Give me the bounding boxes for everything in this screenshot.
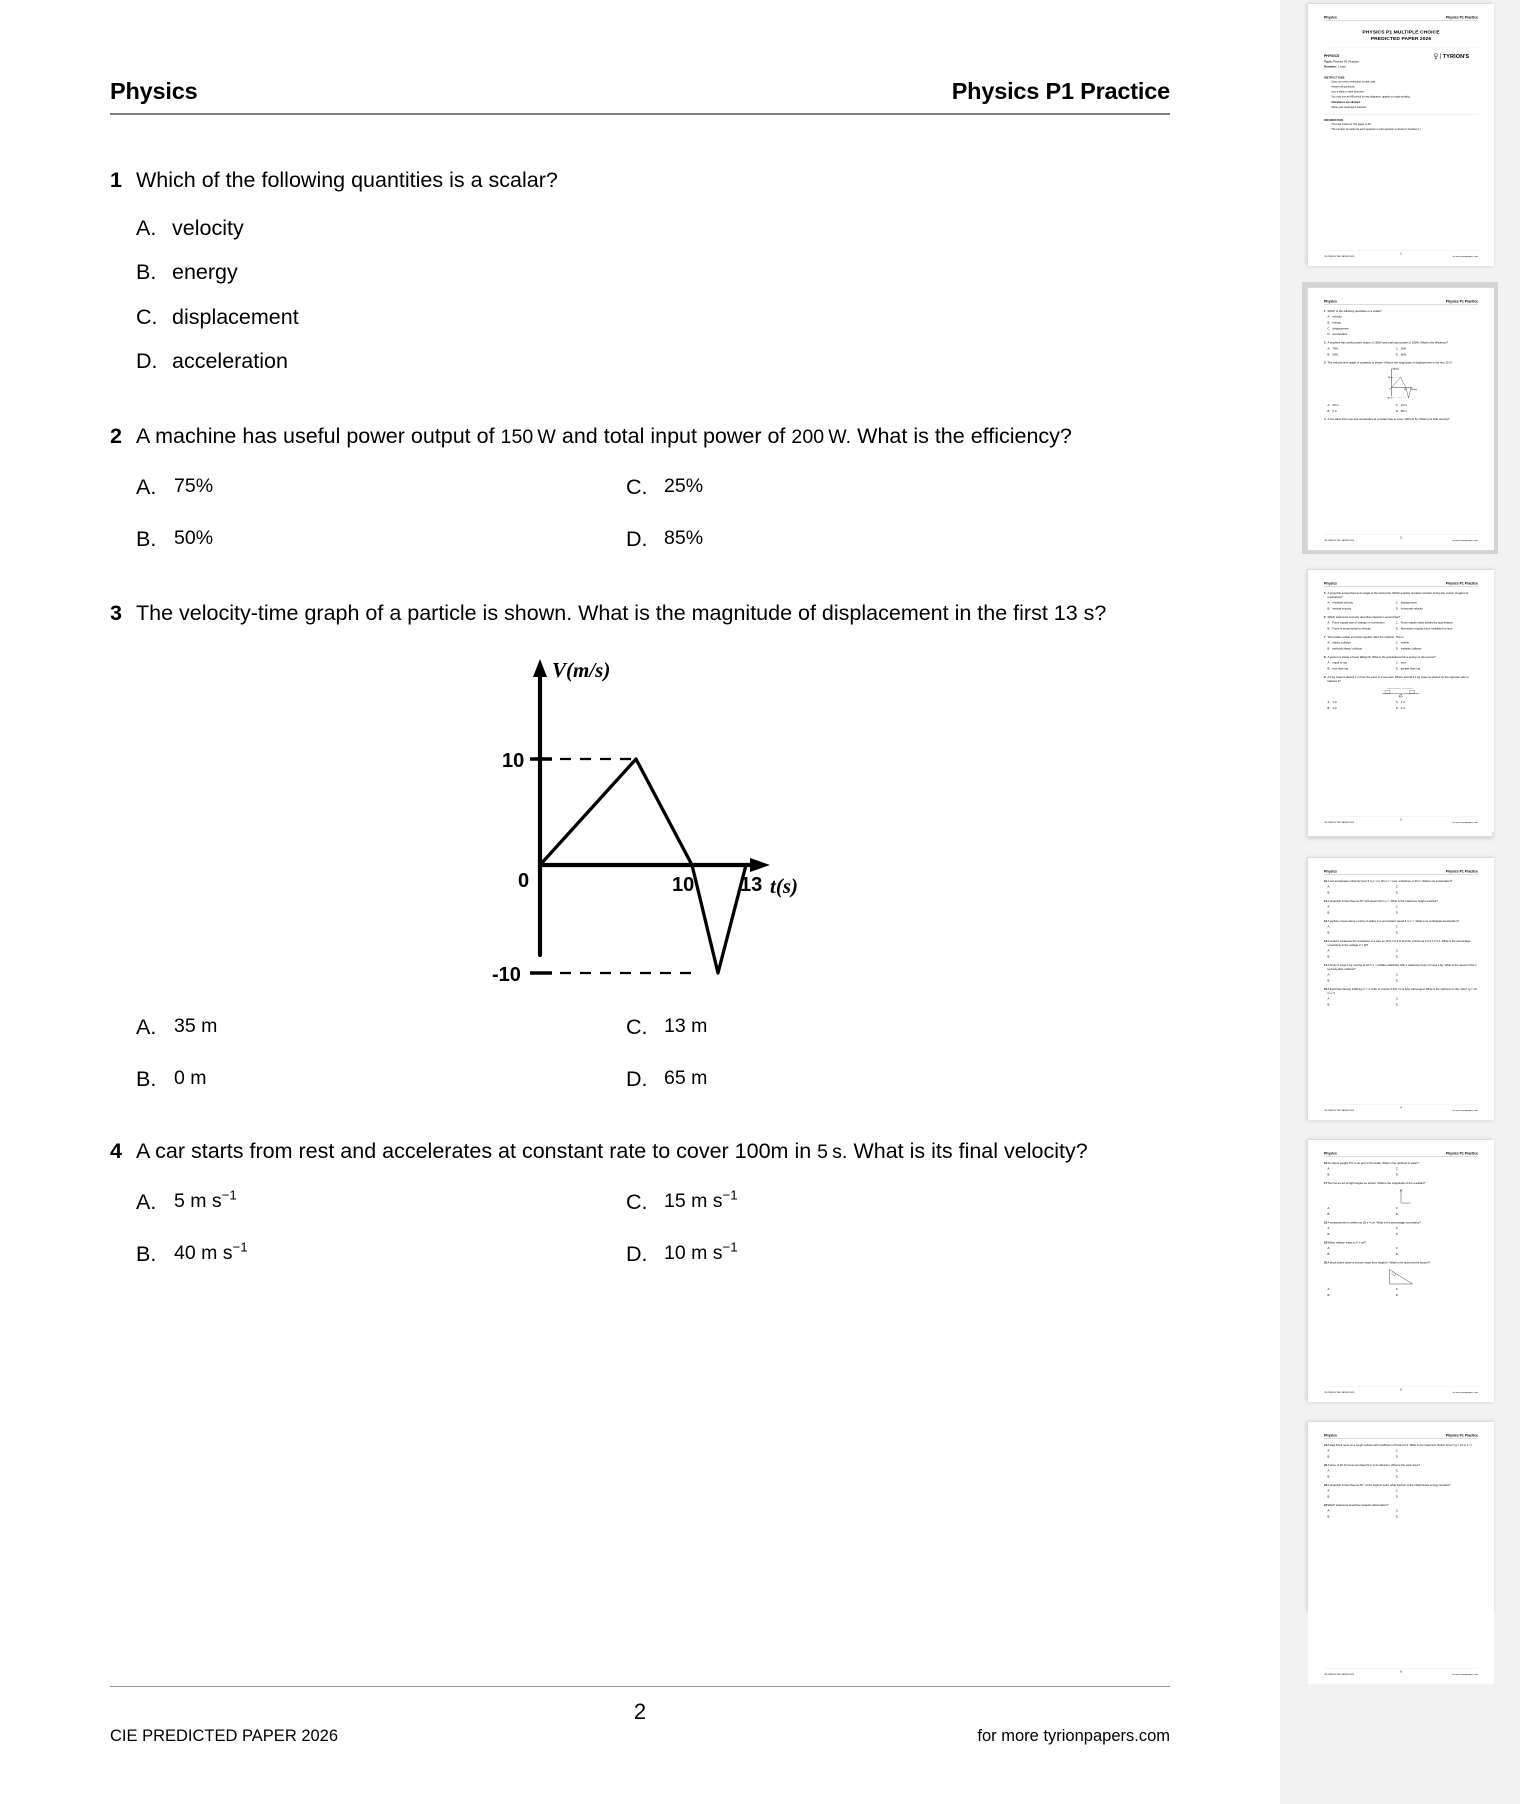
option-row[interactable] [136, 1015, 626, 1040]
option-value: energy [172, 260, 238, 285]
option-letter: D. [626, 1066, 648, 1091]
question-3 [110, 598, 1170, 1092]
option-letter: C. [136, 304, 158, 329]
option-exponent: −1 [221, 1187, 237, 1203]
thumbnail-page-2[interactable] [1307, 287, 1493, 549]
question-4-options [136, 1187, 1170, 1267]
q2-text-pre: A machine has useful power output of [136, 423, 501, 448]
cover-instruction-item: · Show your workings if relevant. [1329, 105, 1367, 109]
cover-instruction-item: · Use a black or dark blue pen. [1329, 90, 1365, 94]
question-1-options [136, 215, 1170, 374]
svg-text:-10: -10 [1386, 397, 1390, 400]
thumb-q3-number: 3 [1323, 361, 1326, 365]
option-row[interactable] [626, 475, 1116, 500]
question-4-text [136, 1136, 1170, 1167]
option-row[interactable] [136, 1239, 626, 1267]
brand-name: TYRION'S [1442, 53, 1470, 60]
footer-left-text: CIE PREDICTED PAPER 2026 [110, 1727, 339, 1745]
question-4 [110, 1136, 1170, 1268]
inclined-plane-diagram [1385, 1267, 1417, 1286]
velocity-time-graph-figure [110, 655, 1170, 1005]
cover-instruction-item: · Answer all questions. [1329, 85, 1356, 89]
svg-text:10: 10 [1404, 389, 1407, 392]
question-4-number: 4 [110, 1138, 122, 1163]
thumb-option: D. acceleration [1327, 332, 1348, 336]
thumb-q1-number: 1 [1323, 309, 1326, 313]
option-value: 35 m [174, 1014, 218, 1037]
cover-subject: PHYSICS [1323, 54, 1340, 58]
svg-text:13: 13 [1410, 389, 1413, 392]
thumb2-footer-page: 2 [1400, 535, 1402, 540]
seesaw-diagram [1379, 685, 1423, 698]
option-row[interactable] [136, 1187, 626, 1215]
cover-instruction-item: · Carry out every instruction in each task. [1329, 80, 1377, 84]
q2-value-1: 150 W [500, 425, 556, 448]
question-1-text: Which of the following quantities is a scalar? [136, 168, 558, 192]
x-axis-label: t(s) [770, 873, 798, 898]
thumb2-footer-left: CIE PREDICTED PAPER 2026 [1323, 539, 1355, 542]
thumb5-footer-page: 5 [1400, 1387, 1402, 1392]
header-left: Physics [110, 78, 198, 104]
thumb-footer-right: for more tyrionpapers.com [1452, 255, 1479, 258]
thumb-header-left: Physics [1323, 15, 1337, 20]
option-letter: C. [626, 1190, 648, 1215]
header-right: Physics P1 Practice [951, 78, 1170, 104]
option-value: 40 m $s^{-1}$ [174, 1239, 248, 1265]
option-row[interactable] [136, 475, 626, 500]
svg-text:t(s): t(s) [1413, 389, 1417, 392]
thumb-q4-number: 4 [1323, 417, 1326, 421]
option-row[interactable] [136, 527, 626, 552]
option-letter: A. [136, 215, 157, 240]
option-row[interactable] [626, 527, 1116, 552]
header-divider [110, 113, 1170, 115]
cover-information-item: · The total marks for this paper is 40. [1329, 122, 1372, 126]
cover-information-heading: INFORMATION [1323, 118, 1344, 122]
option-exponent: −1 [722, 1239, 738, 1255]
option-value: 65 m [664, 1066, 708, 1089]
thumbnail-page-6-content: Physics Physics P1 Practice 21 A slag block rests on a rough surface with coefficient of friction 0.4. What is the maximum friction force? (g = 10 m s⁻²) A. C. B. D. 22 A force of 20 N moves an object 5 m in its direction. What is the work done? A. C. B. D. 23 A projectile is launched at 30°. At the highest point, what fraction of the initial kinetic energy remains? A. C. B. D. 24 Which statement describes inelastic deformation? A. C. B. D. 6 CIE PREDICTED PAPER 2026 for more tyrionpapers.com [1308, 1422, 1494, 1684]
thumb2-header-right: Physics P1 Practice [1445, 299, 1479, 304]
lightbulb-icon [1433, 53, 1438, 60]
cover-topic-label: Topic: [1323, 59, 1333, 64]
thumb6-footer-page: 6 [1400, 1669, 1402, 1674]
question-3-options [136, 1015, 1170, 1092]
thumb3-footer-page: 3 [1400, 817, 1402, 822]
option-value: 5 m $s^{-1}$ [174, 1187, 237, 1213]
option-value: velocity [172, 215, 244, 240]
option-row[interactable] [626, 1067, 1116, 1092]
x-tick-label-0: 0 [518, 869, 530, 892]
q2-value-2: 200 W. [791, 425, 852, 448]
y-tick-label-minus10: -10 [492, 963, 521, 986]
option-value: 85% [664, 527, 704, 550]
option-value: 13 m [664, 1014, 708, 1037]
footer-right-text: for more tyrionpapers.com [977, 1727, 1170, 1745]
q4-text-post: What is its final velocity? [847, 1138, 1088, 1163]
thumbnail-page-3[interactable] [1307, 569, 1493, 837]
option-row[interactable] [626, 1015, 1116, 1040]
svg-text:10: 10 [1387, 377, 1390, 380]
question-2 [110, 421, 1170, 553]
q4-value-1: 5 s. [817, 1140, 848, 1163]
thumb-footer-page: 1 [1400, 251, 1402, 256]
question-1 [110, 165, 1170, 373]
option-row[interactable] [136, 351, 1170, 373]
x-tick-label-13: 13 [740, 873, 763, 896]
cover-topic-value: Physics P1 Practice [1333, 59, 1359, 64]
option-value: 25% [664, 475, 704, 498]
option-value: 0 m [174, 1066, 207, 1089]
option-letter: A. [136, 475, 157, 500]
y-tick-label-10: 10 [502, 749, 525, 772]
page-footer [110, 1686, 1170, 1747]
option-value: 10 m $s^{-1}$ [664, 1239, 738, 1265]
option-row[interactable] [136, 215, 1170, 240]
thumbnail-page-1[interactable] [1307, 3, 1493, 265]
option-row[interactable] [136, 262, 1170, 284]
thumbnail-page-5[interactable] [1307, 1139, 1493, 1401]
option-letter: C. [626, 475, 648, 500]
option-row[interactable] [136, 304, 1170, 329]
thumb-velocity-time-graph [1375, 367, 1427, 400]
q4-text-pre: A car starts from rest and accelerates at constant rate to cover 100m in [136, 1138, 818, 1163]
question-2-text [136, 421, 1170, 452]
thumb-q2-number: 2 [1323, 341, 1326, 345]
option-letter: D. [136, 349, 158, 374]
svg-text:V(m/s): V(m/s) [1392, 368, 1399, 371]
cover-instruction-item: · You may use an HB pencil for any diagrams, graphs or rough working. [1329, 95, 1411, 99]
option-letter: A. [136, 1190, 157, 1215]
option-value: 50% [174, 527, 214, 550]
thumbnail-page-5-content: Physics Physics P1 Practice 16 An object weighs 5 N in air and 3 N in water. What is the upthrust in water? A. C. B. D. 17 Two forces act at right angles as shown. What is the magnitude of the resultant? A. C. B. D. 18 A measurement is written as 28 ± 4 cm. What is the percentage uncertainty? A. C. B. D. 19 Which relation leads to V = at²? A. C. B. D. 20 A block slides down a smooth slope from height h. What is the speed at the bottom? A. C. B. D. 5 CIE PREDICTED PAPER 2026 for more tyrionpapers.com [1308, 1140, 1494, 1402]
footer-page-number: 2 [633, 1699, 647, 1724]
option-value: 15 m $s^{-1}$ [664, 1187, 738, 1213]
option-letter: B. [136, 1242, 157, 1267]
option-value: acceleration [172, 349, 288, 374]
question-3-number: 3 [110, 601, 122, 626]
thumbnail-page-4-content: Physics Physics P1 Practice 10 A car accelerates uniformly from 5 m s⁻¹ to 15 m s⁻¹ over a distance of 20 m. What is its acceleration? A. C. B. D. 11 A projectile is launched at 45° with speed 20 m s⁻¹. What is the maximum height reached? A. C. B. D. 12 A particle moves along a circle of radius 2 m at constant speed 4 m s⁻¹. What is its centripetal acceleration? A. C. B. D. 13 A student measures the resistance of a wire as 10 Ω ± 0.2 Ω and the current as 2.0 A ± 0.1 A. What is the percentage uncertainty in the voltage V = IR? A. C. B. D. 14 A body of mass 1 kg moving at 10 m s⁻¹ collides elastically with a stationary body of mass 1 kg. What is the speed of the 1 kg body after collision? A. C. B. D. 15 A liquid has density 1000 kg m⁻³. A cube of volume 0.001 m³ is fully submerged. What is the upthrust on the cube? (g = 10 m s⁻²) A. C. B. D. 4 CIE PREDICTED PAPER 2026 for more tyrionpapers.com [1308, 858, 1494, 1120]
thumb2-header-left: Physics [1323, 299, 1337, 304]
thumbnail-page-1-content [1308, 4, 1494, 266]
question-1-number: 1 [110, 168, 122, 192]
option-value: 75% [174, 475, 214, 498]
option-value: displacement [172, 304, 299, 329]
thumb-footer-left: CIE PREDICTED PAPER 2026 [1323, 255, 1355, 258]
q2-text-mid: and total input power of [555, 423, 792, 448]
option-letter: D. [626, 1242, 648, 1267]
x-tick-label-10: 10 [672, 873, 695, 896]
thumb-q1-text: Which of the following quantities is a scalar? [1327, 309, 1382, 313]
cover-duration-value: 1 hour [1337, 65, 1346, 69]
cover-duration-label: Duration: [1323, 65, 1337, 69]
y-axis-arrow [533, 659, 547, 677]
cover-title-line1: PHYSICS P1 MULTIPLE CHOICE [1362, 29, 1440, 35]
option-row[interactable] [626, 1187, 1116, 1215]
thumbnail-page-2-content: Physics Physics P1 Practice 1 Which of the following quantities is a scalar? A. velocity B. energy C. displacement D. acceleration 2 A machine has useful power output of 150W and total input power of 200W. What is the efficiency? A. 75% C. 25% B. 50% D. 85% 3 The velocity-time graph of a particle is shown. What is the magnitude of displacement in the first 13 s? V(m/s) t(s) 10 -10 0 10 13 A. 35 m C. 13 m B. 0 m D. 65 m 4 A car starts from rest and accelerates at constant rate to cover 100m in 5s. What is its final velocity? 2 CIE PREDICTED PAPER 2026 for more tyrionpapers.com [1308, 288, 1494, 550]
option-letter: D. [626, 527, 648, 552]
option-letter: B. [136, 260, 157, 285]
cover-information-item: · The number of marks for each question or part question is shown in brackets [ ]. [1329, 127, 1422, 131]
velocity-time-graph [440, 655, 840, 1005]
option-exponent: −1 [722, 1187, 738, 1203]
question-2-options [136, 475, 1170, 552]
cover-instruction-item: · Calculators are allowed. [1329, 100, 1361, 104]
thumb-option: B. energy [1327, 321, 1341, 325]
thumbnail-sidebar[interactable] [1280, 0, 1520, 1804]
thumb-q4-text: A car starts from rest and accelerates at constant rate to cover 100m in 5s. What is its final velocity? [1327, 417, 1450, 421]
thumb4-footer-page: 4 [1400, 1105, 1402, 1110]
option-letter: C. [626, 1014, 648, 1039]
q2-text-post: What is the efficiency? [851, 423, 1072, 448]
option-exponent: −1 [232, 1239, 248, 1255]
svg-text:0: 0 [1389, 388, 1391, 391]
cover-instructions-heading: INSTRUCTIONS [1323, 76, 1345, 80]
question-2-number: 2 [110, 423, 122, 448]
thumb-option: C. displacement [1327, 327, 1349, 331]
option-letter: B. [136, 1066, 157, 1091]
thumb-header-right: Physics P1 Practice [1445, 15, 1479, 20]
y-axis-label: V(m/s) [552, 657, 611, 682]
thumb-q2-text: A machine has useful power output of 150W and total input power of 200W. What is the efficiency? [1327, 341, 1448, 345]
thumbnail-page-3-content: Physics Physics P1 Practice 5 A projectile is launched at an angle to the horizontal. Which quantity remains constant during the motion (neglect air resistance)? A. resultant velocity C. displacement B. vertical velocity D. horizontal velocity 6 Which statement correctly describes Newton's second law? A. Force equals rate of change of momentum C. Force equals mass divided by acceleration B. Force is proportional to velocity D. Momentum equals force multiplied by time 7 Two bodies collide and stick together after the collision. This is A. elastic collision C. neither B. perfectly elastic collision D. inelastic collision 8 A person is inside a freely falling lift. What is the gravitational force acting on the person? A. equal to mg C. zero B. less than mg D. greater than mg 9 A 4 kg mass is placed 1 m from the pivot of a see-saw. Where should a 1 kg mass be placed on the opposite side to balance it? A. 1 m C. 4 m B. 4 m D. 2 m 3 CIE PREDICTED PAPER 2026 for more tyrionpapers.com [1308, 570, 1494, 832]
question-3-text: The velocity-time graph of a particle is shown. What is the magnitude of displacement in the first 13 s? [136, 601, 1107, 626]
thumbnail-page-4[interactable] [1307, 857, 1493, 1119]
thumb-q3-text: The velocity-time graph of a particle is shown. What is the magnitude of displacement in the first 13 s? [1327, 361, 1453, 365]
force-vectors-diagram [1390, 1187, 1412, 1204]
footer-divider [110, 1686, 1170, 1688]
option-row[interactable] [626, 1239, 1116, 1267]
cover-title-line2: PREDICTED PAPER 2026 [1370, 35, 1432, 42]
page-header [110, 78, 1170, 113]
thumbnail-page-6[interactable] [1307, 1421, 1493, 1676]
option-letter: B. [136, 527, 157, 552]
thumb-option: A. velocity [1327, 315, 1342, 319]
x-axis-arrow [750, 858, 770, 872]
thumb3-header-right: Physics P1 Practice [1445, 581, 1479, 586]
thumb3-header-left: Physics [1323, 581, 1337, 586]
option-row[interactable] [136, 1067, 626, 1092]
option-letter: A. [136, 1014, 157, 1039]
thumb2-footer-right: for more tyrionpapers.com [1452, 539, 1479, 542]
